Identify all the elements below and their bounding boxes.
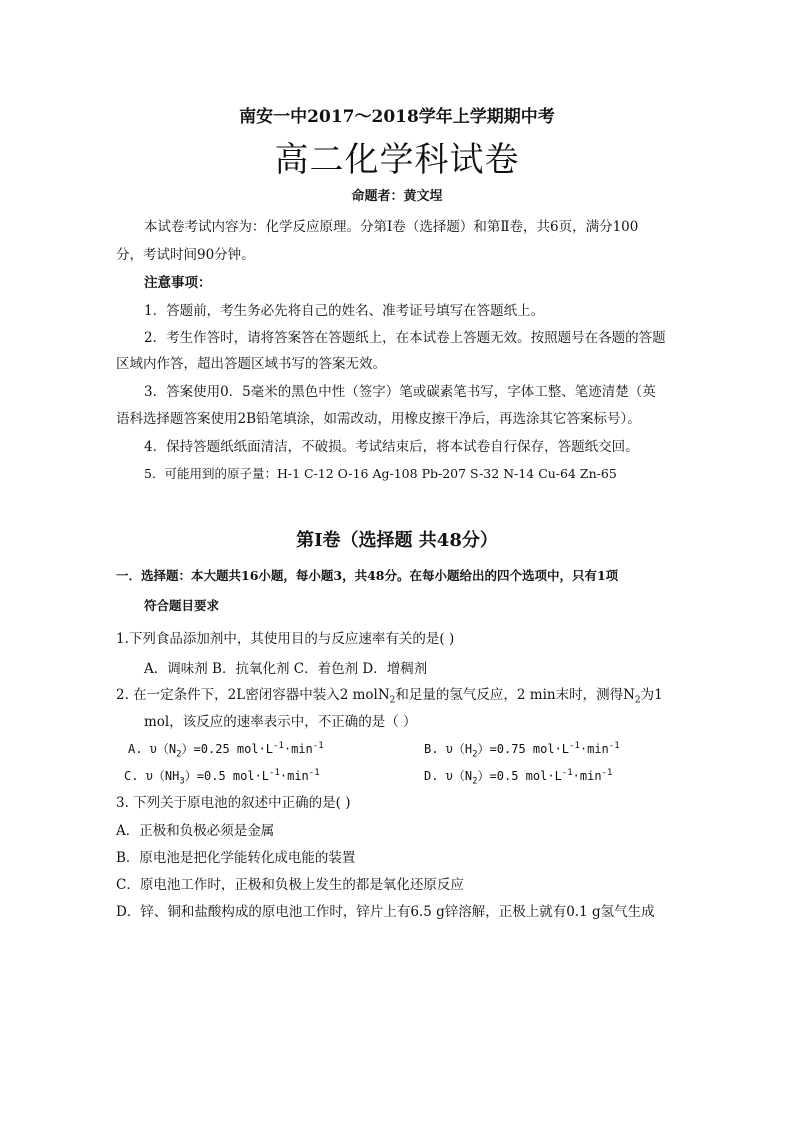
- note-2-line-1: 2．考生作答时，请将答案答在答题纸上，在本试卷上答题无效。按照题号在各题的答题: [144, 330, 666, 346]
- question-2-stem-line-2: mol，该反应的速率表示中，不正确的是（ ）: [144, 714, 417, 730]
- note-2-line-2: 区域内作答，超出答题区域书写的答案无效。: [116, 356, 386, 372]
- section-1-title: 第Ⅰ卷（选择题 共48分）: [296, 530, 498, 551]
- question-1-stem: 1.下列食品添加剂中，其使用目的与反应速率有关的是( ): [116, 631, 455, 647]
- school-exam-line: 南安一中2017～2018学年上学期期中考: [239, 107, 555, 127]
- question-3-option-b: B．原电池是把化学能转化成电能的装置: [116, 850, 356, 866]
- note-3-line-1: 3．答案使用0．5毫米的黑色中性（签字）笔或碳素笔书写，字体工整、笔迹清楚（英: [144, 384, 656, 400]
- question-2-option-b: B. $\upsilon(H_2)=0.75$ $mol\cdot L^{-1}\cdot\min^{-1}$: [424, 741, 620, 760]
- question-2-option-c: C. $\upsilon(NH_3)=0.5$ $mol\cdot L^{-1}\cdot\min^{-1}$: [124, 768, 320, 787]
- section-1-instruction-2: 符合题目要求: [144, 598, 220, 613]
- question-3-stem: 3. 下列关于原电池的叙述中正确的是( ): [116, 795, 351, 811]
- question-2-option-d: D. $\upsilon(N_2)=0.5$ $mol\cdot L^{-1}\cdot\min^{-1}$: [424, 768, 613, 787]
- intro-line-1: 本试卷考试内容为：化学反应原理。分第Ⅰ卷（选择题）和第Ⅱ卷，共6页，满分100: [144, 219, 639, 235]
- note-1: 1．答题前，考生务必先将自己的姓名、准考证号填写在答题纸上。: [144, 303, 545, 319]
- note-4: 4．保持答题纸纸面清洁，不破损。考试结束后，将本试卷自行保存，答题纸交回。: [144, 439, 639, 455]
- question-3-option-d: D．锌、铜和盐酸构成的原电池工作时，锌片上有6.5 g锌溶解，正极上就有0.1 g氢气生成: [116, 904, 655, 920]
- page-title: 高二化学科试卷: [274, 140, 520, 180]
- question-3-option-a: A．正极和负极必须是金属: [116, 823, 275, 839]
- question-1-options: A．调味剂 B．抗氧化剂 C．着色剂 D．增稠剂: [144, 661, 428, 677]
- question-2-stem-line-1: 2. 在一定条件下，2L密闭容器中装入2 molN$_2$和足量的氢气反应，2 min末时，测得$N_2$为1: [116, 687, 663, 706]
- question-3-option-c: C．原电池工作时，正极和负极上发生的都是氧化还原反应: [116, 877, 464, 893]
- section-1-instruction-1: 一．选择题：本大题共16小题，每小题3，共48分。在每小题给出的四个选项中，只有1项: [116, 568, 619, 583]
- note-3-line-2: 语科选择题答案使用2B铅笔填涂，如需改动，用橡皮擦干净后，再选涂其它答案标号）。: [116, 411, 641, 427]
- intro-line-2: 分，考试时间90分钟。: [116, 247, 255, 263]
- author-line: 命题者：黄文埕: [351, 189, 443, 204]
- question-2-option-a: A. $\upsilon(N_2)=0.25$ $mol\cdot L^{-1}\cdot\min^{-1}$: [128, 741, 324, 760]
- notes-heading: 注意事项：: [144, 275, 212, 291]
- note-5-atomic-masses: 5．可能用到的原子量：H-1 C-12 O-16 Ag-108 Pb-207 S-32 N-14 Cu-64 Zn-65: [144, 466, 617, 481]
